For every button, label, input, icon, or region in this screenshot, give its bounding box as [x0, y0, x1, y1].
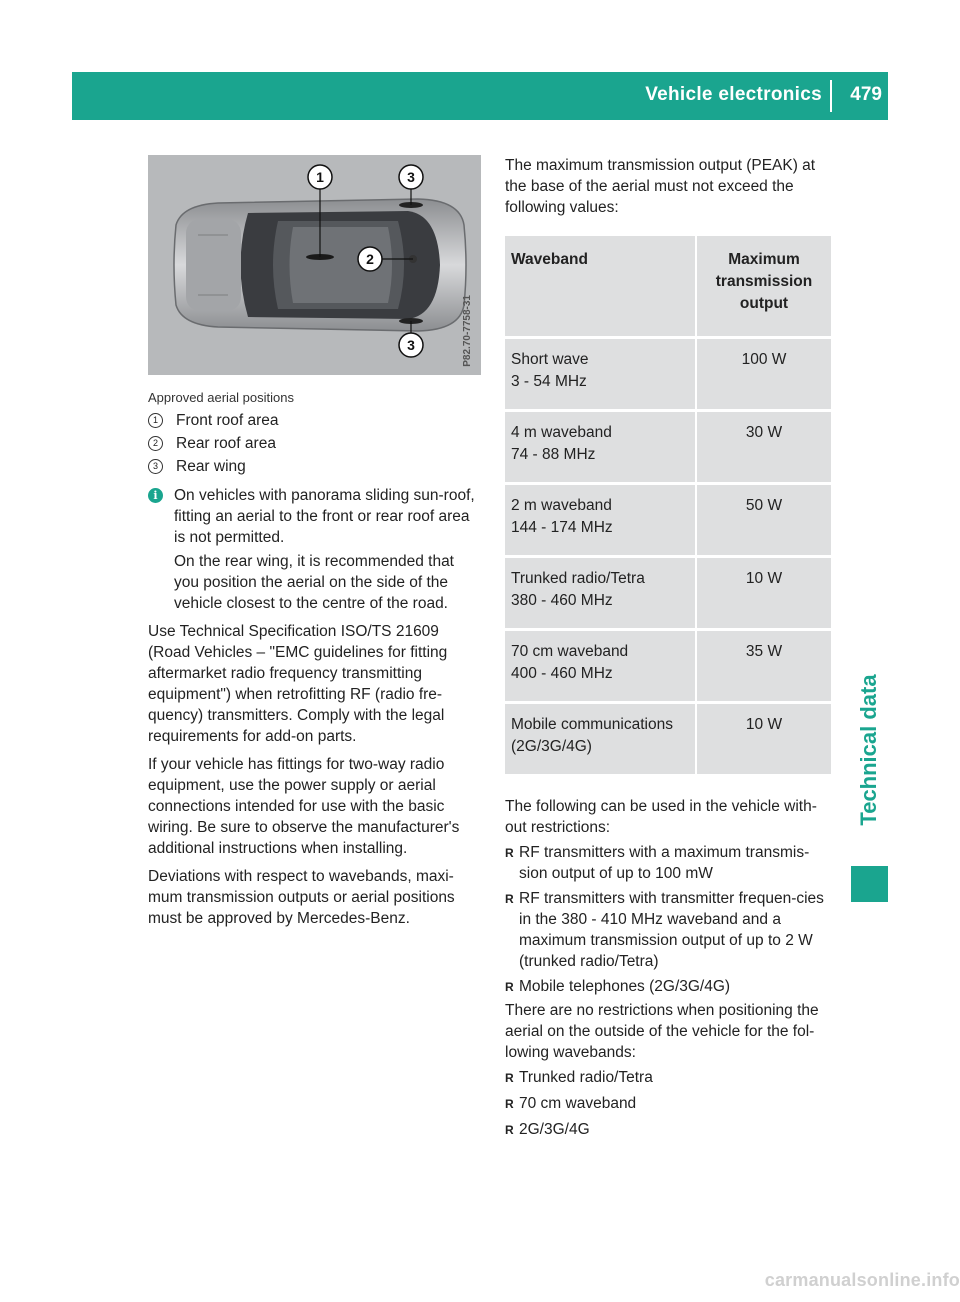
svg-text:1: 1 — [316, 169, 324, 185]
output-value: 35 W — [697, 628, 831, 701]
list-item — [505, 1119, 831, 1141]
bullet-marker: R — [505, 846, 514, 860]
waveband-range: 3 - 54 MHz — [511, 373, 587, 390]
right-column — [505, 155, 831, 1141]
page-number: 479 — [850, 84, 882, 105]
output-value: 10 W — [697, 555, 831, 628]
waveband-name: Mobile communications — [511, 716, 673, 733]
waveband-name: Short wave — [511, 351, 589, 368]
legend-text: Front roof area — [176, 412, 279, 429]
bullet-marker: R — [505, 1123, 514, 1137]
list-item-text: RF transmitters with a maximum transmis-sion output of up to 100 mW — [519, 844, 810, 882]
legend-item — [148, 456, 483, 477]
legend-number: 3 — [148, 459, 163, 474]
waveband-name: 2 m waveband — [511, 497, 612, 514]
table-header-waveband: Waveband — [505, 236, 697, 336]
legend-item — [148, 433, 483, 454]
svg-text:3: 3 — [407, 169, 415, 185]
body-paragraph: If your vehicle has fittings for two-way radio equipment, use the power supply or aerial connections intended for use with the basic wiring. Be sure to observe the manufacturer's additional instructions when installing. — [148, 756, 460, 857]
side-tab-label: Technical data — [856, 674, 881, 826]
body-paragraph: The following can be used in the vehicle with-out restrictions: — [505, 798, 817, 836]
waveband-range: 74 - 88 MHz — [511, 446, 596, 463]
waveband-range: (2G/3G/4G) — [511, 738, 592, 755]
svg-text:3: 3 — [407, 337, 415, 353]
legend-number: 1 — [148, 413, 163, 428]
legend-text: Rear roof area — [176, 435, 276, 452]
output-value: 50 W — [697, 482, 831, 555]
section-title: Vehicle electronics — [645, 84, 822, 105]
legend-text: Rear wing — [176, 458, 246, 475]
bullet-marker: R — [505, 892, 514, 906]
callout-3-top — [399, 165, 423, 189]
body-paragraph: There are no restrictions when positioning the aerial on the outside of the vehicle for the fol-lowing wavebands: — [505, 1002, 819, 1061]
table-row — [505, 336, 831, 409]
waveband-range: 144 - 174 MHz — [511, 519, 613, 536]
list-item-text: 2G/3G/4G — [519, 1121, 590, 1138]
list-item-text: Trunked radio/Tetra — [519, 1069, 653, 1086]
table-header-row — [505, 236, 831, 336]
note-paragraph: On vehicles with panorama sliding sun-roof, fitting an aerial to the front or rear roof area is not permitted. — [174, 487, 475, 546]
callout-2 — [358, 247, 382, 271]
body-paragraph: The maximum transmission output (PEAK) at the base of the aerial must not exceed the following values: — [505, 157, 816, 216]
side-tab-marker — [851, 866, 888, 902]
info-icon: i — [148, 488, 163, 503]
waveband-name: 4 m waveband — [511, 424, 612, 441]
legend-number: 2 — [148, 436, 163, 451]
list-item — [505, 1067, 831, 1089]
note-paragraph: On the rear wing, it is recommended that you position the aerial on the side of the vehicle closest to the centre of the road. — [174, 553, 454, 612]
info-note — [148, 485, 483, 614]
bullet-marker: R — [505, 1097, 514, 1111]
list-item — [505, 842, 831, 884]
svg-text:2: 2 — [366, 251, 374, 267]
list-item — [505, 1093, 831, 1115]
output-value: 30 W — [697, 409, 831, 482]
figure-code: P82.70-7758-31 — [462, 295, 473, 367]
legend-item — [148, 410, 483, 431]
list-item-text: RF transmitters with transmitter frequen-cies in the 380 - 410 MHz waveband and a maximum transmission output of up to 2 W (trunked radio/Tetra) — [519, 890, 824, 970]
watermark-footer: carmanualsonline.info — [764, 1270, 960, 1290]
table-row — [505, 555, 831, 628]
left-column — [148, 155, 483, 929]
waveband-range: 380 - 460 MHz — [511, 592, 613, 609]
table-row — [505, 482, 831, 555]
bullet-marker: R — [505, 980, 514, 994]
list-item-text: 70 cm waveband — [519, 1095, 637, 1112]
header-divider — [830, 80, 832, 112]
table-row — [505, 701, 831, 774]
figure-caption: Approved aerial positions — [148, 390, 294, 405]
list-item-text: Mobile telephones (2G/3G/4G) — [519, 978, 731, 995]
car-top-view-illustration — [148, 155, 481, 375]
waveband-name: 70 cm waveband — [511, 643, 629, 660]
page-header — [72, 72, 888, 120]
transmission-output-table — [505, 236, 831, 774]
body-paragraph: Use Technical Specification ISO/TS 21609 (Road Vehicles – "EMC guidelines for fitting aftermarket radio frequency transmitting equipment") when retrofitting RF (radio fre-quency) transmitters. Comply with the legal requirements for add-on parts. — [148, 623, 448, 745]
list-item — [505, 888, 831, 972]
body-paragraph: Deviations with respect to wavebands, maxi-mum transmission outputs or aerial positions must be approved by Mercedes-Benz. — [148, 868, 455, 927]
bullet-marker: R — [505, 1071, 514, 1085]
table-header-output: Maximum transmission output — [697, 236, 831, 336]
waveband-range: 400 - 460 MHz — [511, 665, 613, 682]
output-value: 10 W — [697, 701, 831, 774]
table-row — [505, 628, 831, 701]
side-tab — [851, 590, 888, 910]
callout-3-bottom — [399, 333, 423, 357]
output-value: 100 W — [697, 336, 831, 409]
list-item — [505, 976, 831, 998]
table-row — [505, 409, 831, 482]
callout-1 — [308, 165, 332, 189]
aerial-positions-figure — [148, 155, 481, 375]
waveband-name: Trunked radio/Tetra — [511, 570, 645, 587]
